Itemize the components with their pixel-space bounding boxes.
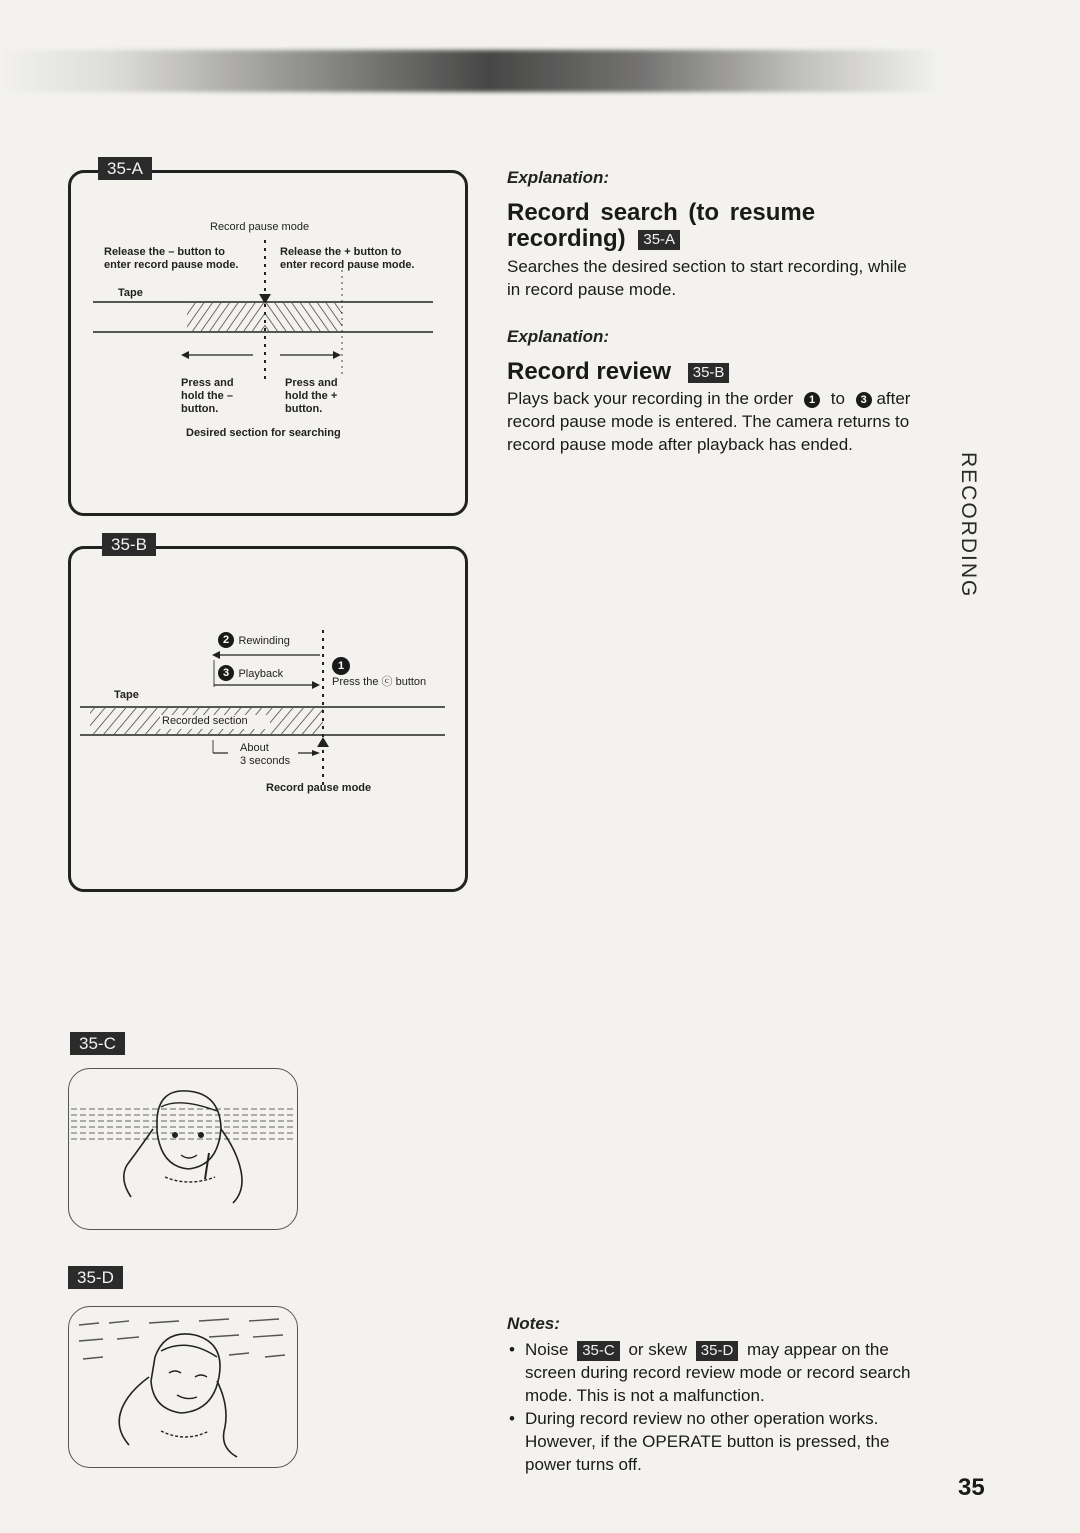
- record-pause-mode-label-b: Record pause mode: [266, 782, 372, 794]
- release-minus-label: Release the – button to enter record pause mode.: [104, 246, 239, 271]
- figure-35b-tag: 35-B: [102, 533, 156, 556]
- record-search-title-text: recording): [507, 225, 626, 252]
- figure-35d-tag: 35-D: [68, 1266, 123, 1289]
- order-start-circle: 1: [804, 392, 820, 408]
- note1-text-a: Noise: [525, 1340, 569, 1359]
- step-2-rewinding: [218, 631, 290, 649]
- record-review-title: [507, 358, 729, 386]
- notes-section: [507, 1314, 932, 1476]
- figure-35a-tag: 35-A: [98, 157, 152, 180]
- step-3-playback: [218, 664, 283, 682]
- rewinding-label: Rewinding: [238, 635, 290, 647]
- tape-diagram-35b: [80, 625, 450, 800]
- notes-item-1: [525, 1338, 932, 1407]
- seconds-label: 3 seconds: [240, 755, 291, 767]
- tape-label-b: Tape: [114, 689, 139, 701]
- record-review-description: [507, 387, 912, 456]
- explanation-heading-2: Explanation:: [507, 327, 610, 346]
- step-3-circle: 3: [218, 665, 234, 681]
- press-button-label: Press the ⓒ button: [332, 676, 427, 688]
- playback-label: Playback: [238, 668, 284, 680]
- step-1-circle: 1: [332, 657, 350, 675]
- step-2-circle: 2: [218, 632, 234, 648]
- record-review-fig-tag: 35-B: [688, 363, 730, 383]
- explanation-heading-1: Explanation:: [507, 168, 610, 187]
- record-search-title-line1: Record search (to resume: [507, 199, 816, 226]
- desired-section-label: Desired section for searching: [186, 427, 341, 439]
- notes-item-2: • During record review no other operation works. However, if the OPERATE button is pressed, the power turns off.: [525, 1407, 932, 1476]
- record-search-fig-tag: 35-A: [638, 230, 680, 250]
- about-label: About: [240, 742, 269, 754]
- top-scan-band: [0, 50, 940, 92]
- notes-list: [507, 1338, 932, 1476]
- notes-heading: Notes:: [507, 1314, 560, 1333]
- record-review-text-1: Plays back your recording in the order: [507, 389, 794, 408]
- figure-35c-tag: 35-C: [70, 1032, 125, 1055]
- noise-face-drawing: [69, 1069, 297, 1229]
- order-to-text: to: [830, 389, 845, 408]
- tape-label-a: Tape: [118, 287, 143, 299]
- note1-text-c: may appear on the screen during record review mode or record search mode. This is not a malfunction.: [525, 1340, 911, 1405]
- record-review-text-2: after record pause mode is entered. The camera returns to record pause mode after playback has ended.: [507, 389, 911, 454]
- section-side-label: RECORDING: [957, 452, 980, 599]
- record-review-title-text: Record review: [507, 358, 672, 385]
- skew-face-drawing: [69, 1307, 297, 1467]
- note1-text-b: or skew: [628, 1340, 688, 1359]
- recorded-section-label: Recorded section: [162, 715, 248, 727]
- page-number: 35: [958, 1474, 985, 1501]
- record-search-description: Searches the desired section to start recording, while in record pause mode.: [507, 257, 907, 299]
- press-plus-label: Press and hold the + button.: [285, 377, 338, 415]
- record-pause-mode-label: Record pause mode: [210, 221, 310, 233]
- record-search-title-line2: [507, 225, 680, 253]
- skew-screen-illustration: [68, 1306, 298, 1468]
- note1-tag-d: 35-D: [696, 1341, 739, 1361]
- tape-diagram-35a: [85, 240, 445, 380]
- press-minus-label: Press and hold the – button.: [181, 377, 234, 415]
- noise-screen-illustration: [68, 1068, 298, 1230]
- release-plus-label: Release the + button to enter record pause mode.: [280, 246, 415, 271]
- note1-tag-c: 35-C: [577, 1341, 620, 1361]
- order-end-circle: 3: [856, 392, 872, 408]
